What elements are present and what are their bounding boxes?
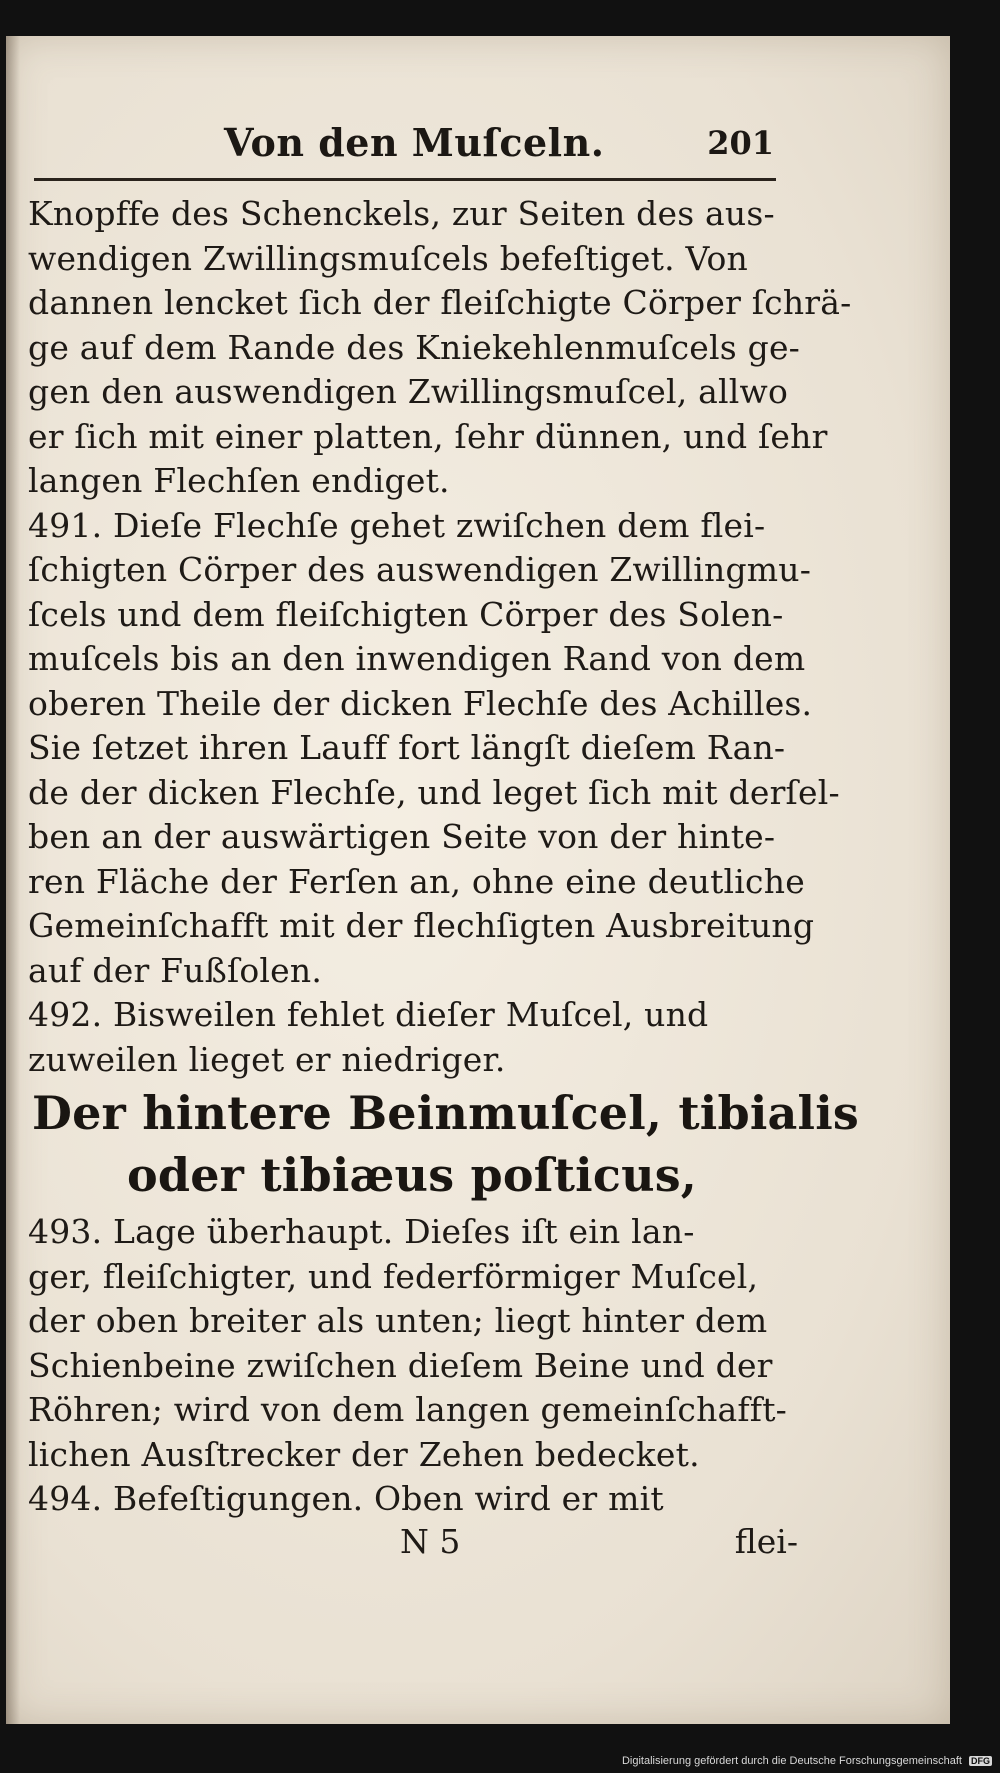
- text-line: ger, fleiſchigter, und federförmiger Muſcel,: [28, 1256, 759, 1296]
- text-line: Gemeinſchafft mit der flechſigten Ausbreitung: [28, 906, 815, 945]
- section-heading-line: Der hintere Beinmuſcel, tibialis: [32, 1086, 859, 1140]
- page-number: 201: [707, 124, 774, 162]
- text-line: 491. Dieſe Flechſe gehet zwiſchen dem flei-: [28, 505, 766, 545]
- body-text-block-2: [28, 1210, 798, 1522]
- text-line: muſcels bis an den inwendigen Rand von dem: [28, 639, 806, 678]
- catchword: flei-: [734, 1522, 798, 1561]
- credit-text: Digitalisierung gefördert durch die Deutsche Forschungsgemeinschaft: [621, 1755, 962, 1767]
- section-heading-line: oder tibiæus poſticus,: [126, 1148, 698, 1202]
- dfg-logo: DFG: [971, 1756, 990, 1766]
- section-heading: [32, 1082, 859, 1206]
- running-title: Von den Muſceln.: [224, 120, 605, 165]
- header-rule: [34, 178, 776, 181]
- text-line: Sie ſetzet ihren Lauff fort längſt dieſem Ran-: [28, 728, 786, 767]
- text-line: oberen Theile der dicken Flechſe des Achilles.: [28, 683, 813, 723]
- signature-mark: N 5: [400, 1522, 461, 1561]
- body-text-block: [28, 192, 852, 1082]
- page-footer: [28, 1522, 798, 1572]
- text-line: dannen lencket ſich der fleiſchigte Cörper ſchrä-: [28, 283, 852, 322]
- text-line: ſcels und dem fleiſchigten Cörper des Solen-: [28, 594, 784, 634]
- text-line: ge auf dem Rande des Kniekehlenmuſcels ge-: [28, 327, 801, 367]
- text-line: ben an der auswärtigen Seite von der hinte-: [28, 817, 776, 856]
- text-line: er ſich mit einer platten, ſehr dünnen, und ſehr: [28, 416, 828, 456]
- text-line: gen den auswendigen Zwillingsmuſcel, allwo: [28, 372, 789, 411]
- text-line: lichen Ausſtrecker der Zehen bedecket.: [28, 1434, 700, 1474]
- page-gutter-shadow: [6, 36, 20, 1724]
- text-line: Schienbeine zwiſchen dieſem Beine und der: [28, 1345, 773, 1385]
- text-line: zuweilen lieget er niedriger.: [28, 1039, 506, 1079]
- text-line: ſchigten Cörper des auswendigen Zwillingmu-: [28, 550, 812, 589]
- text-line: langen Flechſen endiget.: [28, 461, 450, 500]
- text-line: wendigen Zwillingsmuſcels befeſtiget. Von: [28, 238, 749, 278]
- text-line: ren Fläche der Ferſen an, ohne eine deutliche: [28, 861, 805, 901]
- page-header: [34, 112, 774, 168]
- text-line: Röhren; wird von dem langen gemeinſchafft-: [28, 1390, 788, 1429]
- text-line: der oben breiter als unten; liegt hinter dem: [28, 1301, 768, 1340]
- text-line: Knopffe des Schenckels, zur Seiten des aus-: [28, 194, 775, 233]
- text-line: 492. Bisweilen fehlet dieſer Muſcel, und: [28, 995, 709, 1034]
- text-line: auf der Fußſolen.: [28, 950, 323, 990]
- text-line: de der dicken Flechſe, und leget ſich mit derſel-: [28, 772, 840, 812]
- text-line: 494. Befeſtigungen. Oben wird er mit: [28, 1479, 664, 1518]
- digitization-credit: [622, 1755, 992, 1767]
- text-line: 493. Lage überhaupt. Dieſes iſt ein lan-: [28, 1212, 695, 1251]
